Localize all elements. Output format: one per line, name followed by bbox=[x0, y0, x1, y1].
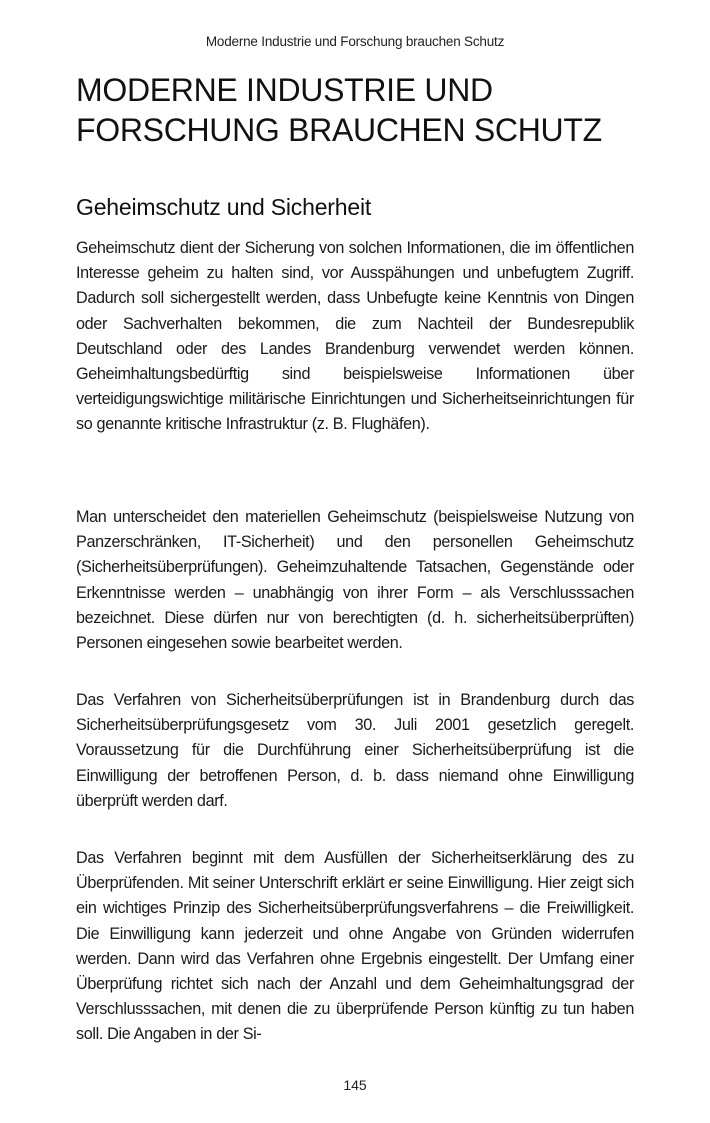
chapter-title bbox=[76, 70, 676, 150]
chapter-title-line-2: FORSCHUNG BRAUCHEN SCHUTZ bbox=[76, 112, 602, 148]
section-title: Geheimschutz und Sicherheit bbox=[76, 194, 372, 220]
body-paragraph-4: Das Verfahren beginnt mit dem Ausfüllen der Sicherheitserklärung des zu Überprüfenden. Mit seiner Unterschrift erklärt er seine Einwilligung. Hier zeigt sich ein wichtiges Prinzip des Sicherheitsüberprüfungsverfahrens – die Freiwilligkeit. Die Einwilligung kann jederzeit und ohne Angabe von Gründen widerrufen werden. Dann wird das Verfahren ohne Ergebnis eingestellt. Der Umfang einer Überprüfung richtet sich nach der Anzahl und dem Geheimhaltungsgrad der Verschlusssachen, mit denen die zu überprüfende Person künftig zu tun haben soll. Die Angaben in der Si- bbox=[76, 849, 634, 1044]
body-paragraph-1: Geheimschutz dient der Sicherung von solchen Informationen, die im öffentlichen Interesse geheim zu halten sind, vor Ausspähungen und unbefugtem Zugriff. Dadurch soll sichergestellt werden, dass Unbefugte keine Kenntnis von Dingen oder Sachverhalten bekommen, die zum Nachteil der Bundesrepublik Deutschland oder des Landes Brandenburg verwendet werden können. Geheimhaltungsbedürftig sind beispielsweise Informationen über verteidigungswichtige militärische Einrichtungen und Sicherheitseinrichtungen für so genannte kritische Infrastruktur (z. B. Flughäfen). bbox=[76, 239, 634, 434]
body-paragraph-2: Man unterscheidet den materiellen Geheimschutz (beispielsweise Nutzung von Panzerschränken, IT-Sicherheit) und den personellen Geheimschutz (Sicherheitsüberprüfungen). Geheimzuhaltende Tatsachen, Gegenstände oder Erkenntnisse werden – unabhängig von ihrer Form – als Verschlusssachen bezeichnet. Diese dürfen nur von berechtigten (d. h. sicherheitsüberprüften) Personen eingesehen sowie bearbeitet werden. bbox=[76, 508, 634, 653]
chapter-title-line-1: MODERNE INDUSTRIE UND bbox=[76, 72, 493, 108]
page-number: 145 bbox=[343, 1077, 367, 1093]
body-paragraph-3: Das Verfahren von Sicherheitsüberprüfungen ist in Brandenburg durch das Sicherheitsüberprüfungsgesetz vom 30. Juli 2001 gesetzlich geregelt. Voraussetzung für die Durchführung einer Sicherheitsüberprüfung ist die Einwilligung der betroffenen Person, d. b. dass niemand ohne Einwilligung überprüft werden darf. bbox=[76, 691, 634, 810]
running-header: Moderne Industrie und Forschung brauchen Schutz bbox=[205, 34, 505, 49]
